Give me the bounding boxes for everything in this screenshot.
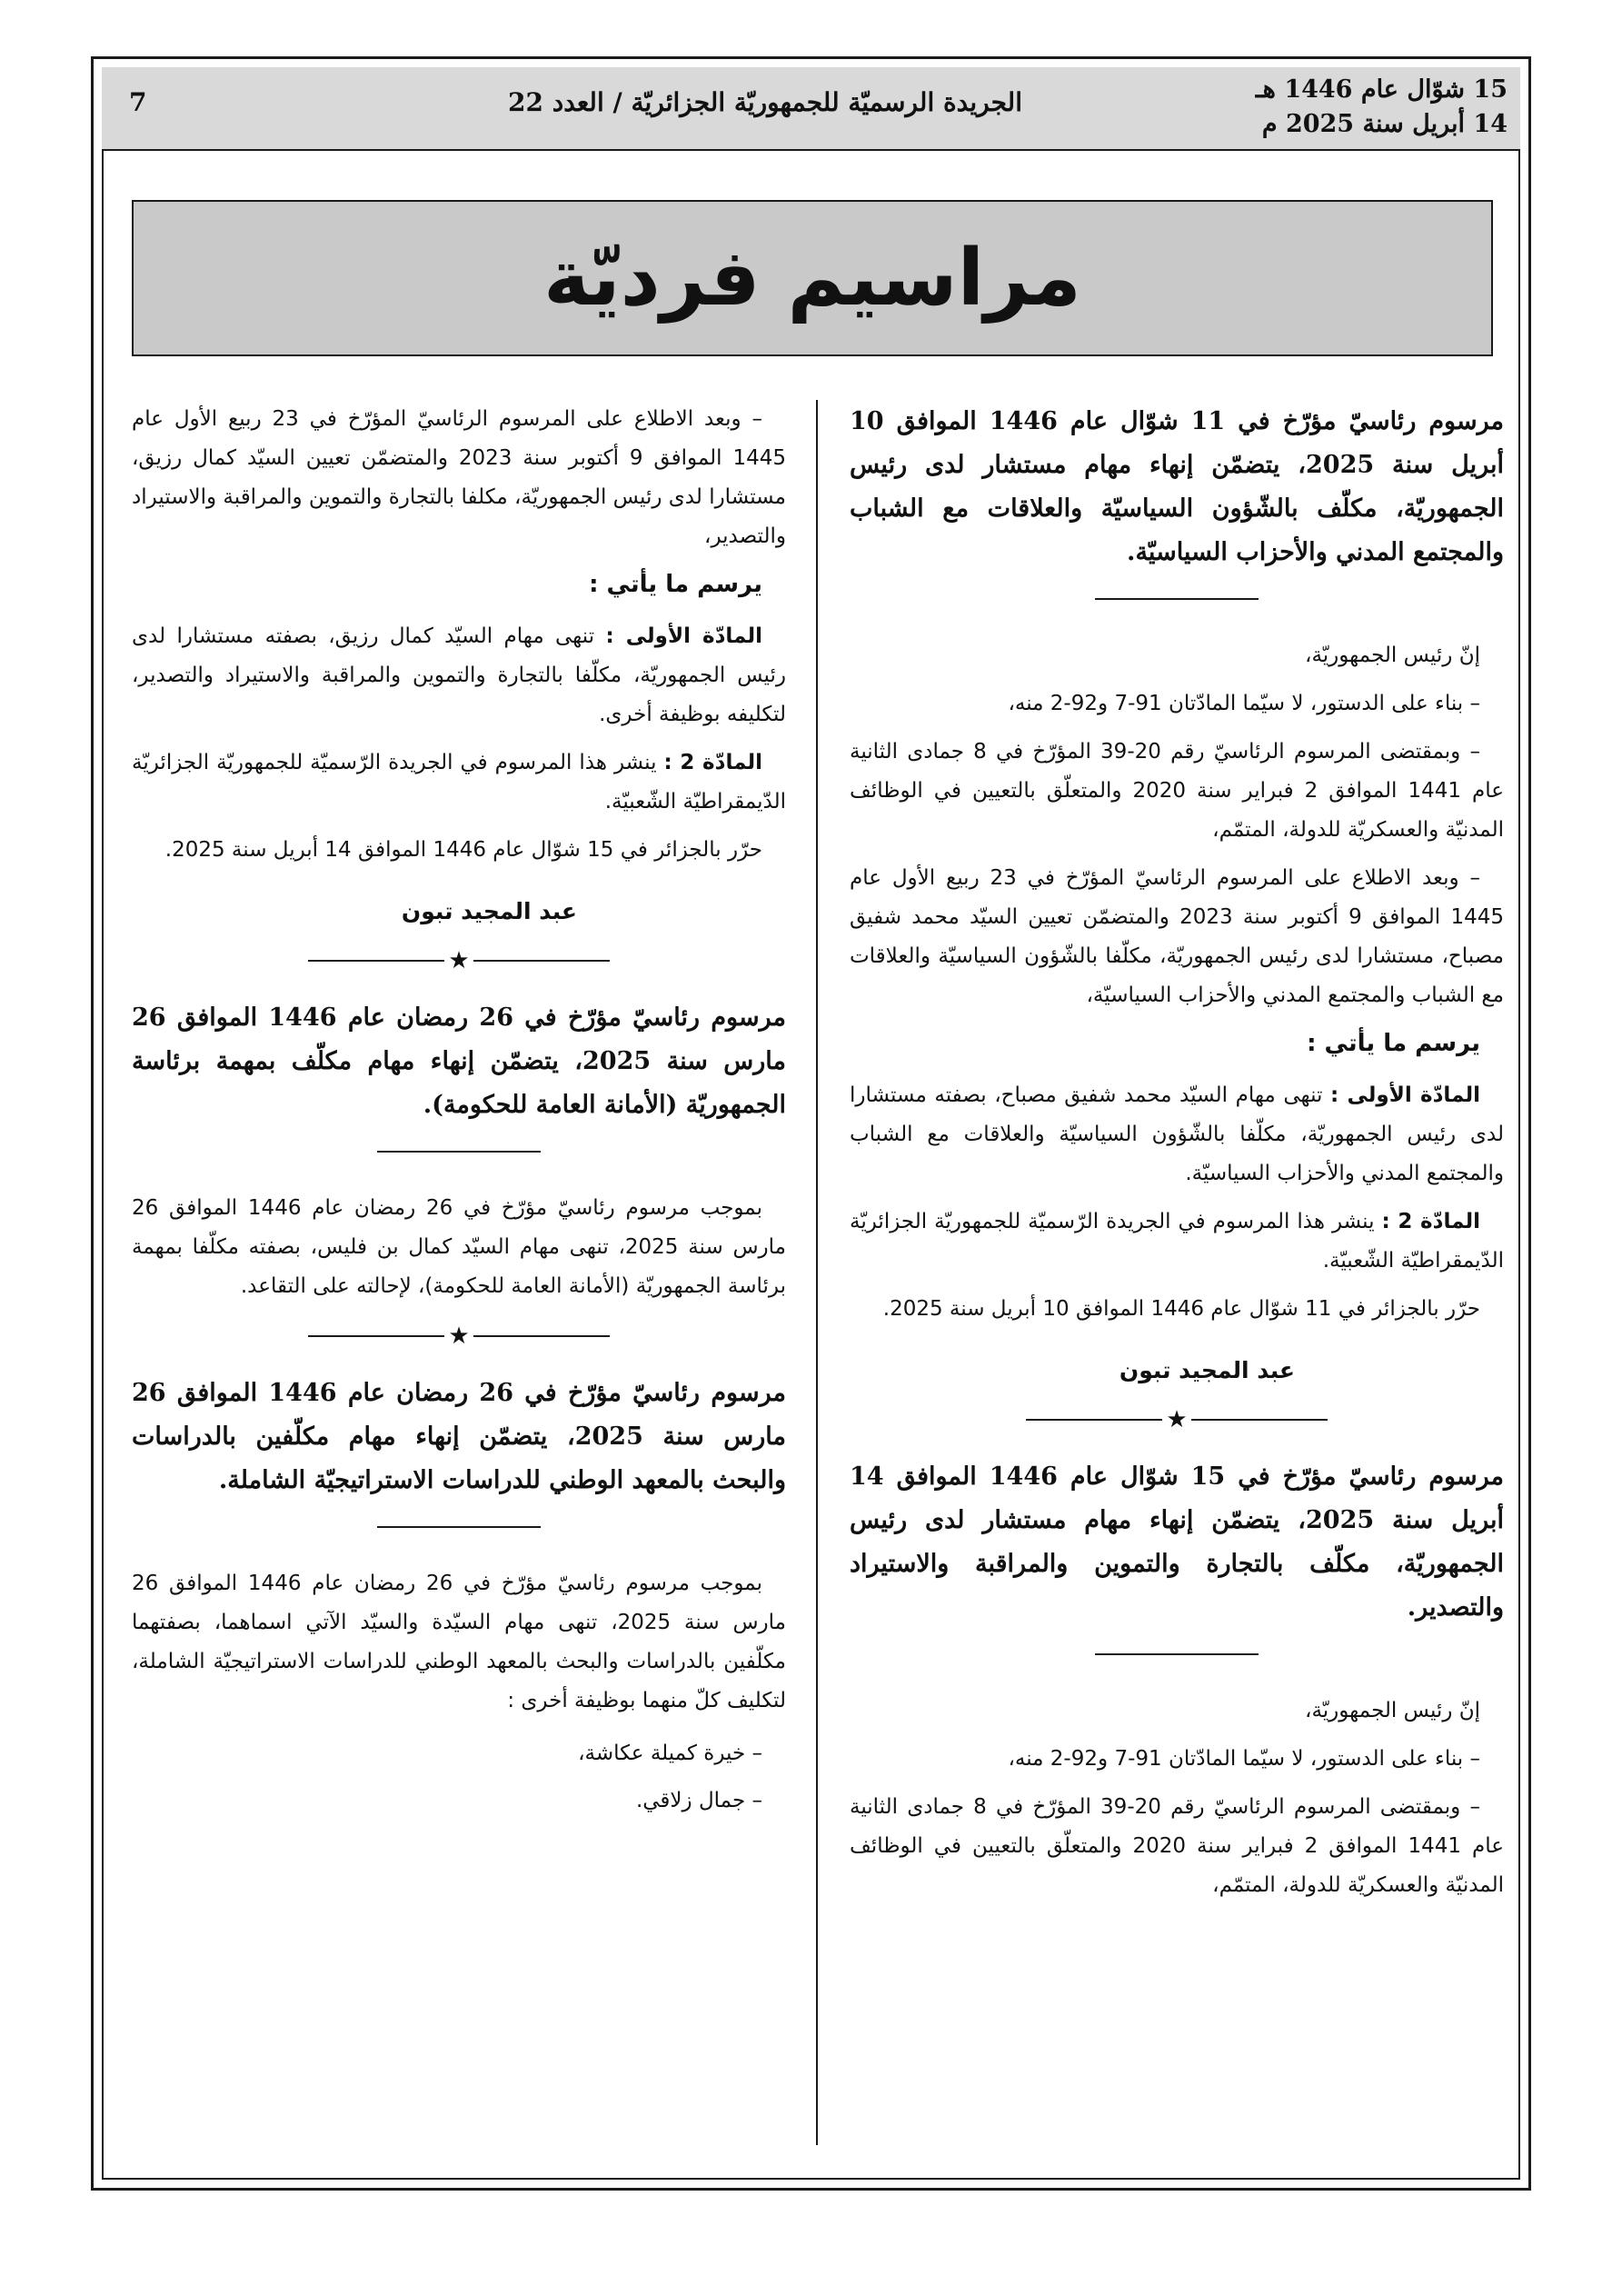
star-icon: ★ [1166,1406,1188,1433]
decree-intro: إنّ رئيس الجمهوريّة، [1305,1699,1480,1722]
running-header [102,67,1520,151]
left-column [132,400,786,1824]
separator-line [473,960,610,962]
header-dates [1256,73,1508,142]
separator-line [1191,1419,1328,1421]
star-separator [132,949,786,973]
article-1-body: تنهى مهام السيّد محمد شفيق مصباح، بصفته مستشارا لدى رئيس الجمهوريّة، مكلّفا بالشّؤون السياسيّة والعلاقات مع الشباب والمجتمع المدني والأحزاب السياسيّة. [850,1083,1504,1185]
title-rule [1095,598,1259,600]
signature: عبد المجيد تبون [1119,1357,1295,1383]
article-2-heading: المادّة 2 : [1381,1210,1481,1233]
header-gregorian-date: 14 أبريل سنة 2025 م [1261,110,1508,138]
list-item: – جمال زلاقي. [635,1789,762,1812]
separator-line [308,960,444,962]
decree-visa: – وبمقتضى المرسوم الرئاسيّ رقم 20-39 المؤرّخ في 8 جمادى الثانية عام 1441 الموافق 2 فبراير سنة 2020 والمتعلّق بالتعيين في الوظائف المدنيّة والعسكريّة للدولة، المتمّم، [850,740,1504,842]
journal-title: الجريدة الرسميّة للجمهوريّة الجزائريّة / العدد 22 [508,87,1022,117]
article-2-heading: المادّة 2 : [663,751,763,774]
article-1-heading: المادّة الأولى : [1330,1083,1480,1107]
decree-title: مرسوم رئاسيّ مؤرّخ في 15 شوّال عام 1446 الموافق 14 أبريل سنة 2025، يتضمّن إنهاء مهام مستشار لدى رئيس الجمهوريّة، مكلّف بالتجارة والتموين والمراقبة والاستيراد والتصدير. [850,1462,1504,1622]
decree-intro: إنّ رئيس الجمهوريّة، [1305,644,1480,667]
star-separator [850,1408,1504,1432]
signature: عبد المجيد تبون [401,898,577,924]
article-1-body: تنهى مهام السيّد كمال رزيق، بصفته مستشارا لدى رئيس الجمهوريّة، مكلّفا بالتجارة والتموين والمراقبة والاستيراد والتصدير، لتكليفه بوظيفة أخرى. [132,624,786,726]
header-hijri-date: 15 شوّال عام 1446 هـ [1255,75,1508,104]
title-rule [1095,1653,1259,1655]
decree-visa: – وبمقتضى المرسوم الرئاسيّ رقم 20-39 المؤرّخ في 8 جمادى الثانية عام 1441 الموافق 2 فبراير سنة 2020 والمتعلّق بالتعيين في الوظائف المدنيّة والعسكريّة للدولة، المتمّم، [850,1795,1504,1897]
article-2 [132,744,786,822]
column-divider [816,400,818,2145]
article-2-body: ينشر هذا المرسوم في الجريدة الرّسميّة للجمهوريّة الجزائريّة الدّيمقراطيّة الشّعبيّة. [132,751,786,814]
decree-title: مرسوم رئاسيّ مؤرّخ في 11 شوّال عام 1446 الموافق 10 أبريل سنة 2025، يتضمّن إنهاء مهام مستشار لدى رئيس الجمهوريّة، مكلّف بالشّؤون السياسيّة والعلاقات مع الشباب والمجتمع المدني والأحزاب السياسيّة. [850,407,1504,566]
decrees-heading: يرسم ما يأتي : [1307,1030,1480,1057]
done-at: حرّر بالجزائر في 11 شوّال عام 1446 الموافق 10 أبريل سنة 2025. [882,1297,1480,1321]
decree-visa: – وبعد الاطلاع على المرسوم الرئاسيّ المؤرّخ في 23 ربيع الأول عام 1445 الموافق 9 أكتوبر سنة 2023 والمتضمّن تعيين السيّد محمد شفيق مصباح، مستشارا لدى رئيس الجمهوريّة، مكلّفا بالشّؤون السياسيّة والعلاقات مع الشباب والمجتمع المدني والأحزاب السياسيّة، [850,866,1504,1007]
separator-line [308,1335,444,1337]
article-1 [850,1076,1504,1193]
article-2 [850,1203,1504,1281]
decree-visa: – وبعد الاطلاع على المرسوم الرئاسيّ المؤرّخ في 23 ربيع الأول عام 1445 الموافق 9 أكتوبر سنة 2023 والمتضمّن تعيين السيّد كمال رزيق، مستشارا لدى رئيس الجمهوريّة، مكلفا بالتجارة والتموين والمراقبة والاستيراد والتصدير، [132,407,786,548]
article-1 [132,617,786,734]
done-at: حرّر بالجزائر في 15 شوّال عام 1446 الموافق 14 أبريل سنة 2025. [164,838,762,862]
page-number: 7 [129,87,147,117]
list-item: – خيرة كميلة عكاشة، [578,1742,762,1765]
article-1-heading: المادّة الأولى : [605,624,762,648]
star-icon: ★ [448,1323,470,1350]
decree-body: بموجب مرسوم رئاسيّ مؤرّخ في 26 رمضان عام 1446 الموافق 26 مارس سنة 2025، تنهى مهام السيّد كمال بن فليس، بصفته مكلّفا بمهمة برئاسة الجمهوريّة (الأمانة العامة للحكومة)، لإحالته على التقاعد. [132,1196,786,1298]
separator-line [473,1335,610,1337]
separator-line [1026,1419,1162,1421]
decrees-heading: يرسم ما يأتي : [589,571,762,598]
right-column [850,400,1504,1914]
decree-body: بموجب مرسوم رئاسيّ مؤرّخ في 26 رمضان عام 1446 الموافق 26 مارس سنة 2025، تنهى مهام السيّدة والسيّد الآتي اسماهما، بصفتهما مكلّفين بالدراسات والبحث بالمعهد الوطني للدراسات الاستراتيجيّة الشاملة، لتكليف كلّ منهما بوظيفة أخرى : [132,1572,786,1712]
section-title-box [132,200,1493,356]
decree-title: مرسوم رئاسيّ مؤرّخ في 26 رمضان عام 1446 الموافق 26 مارس سنة 2025، يتضمّن إنهاء مهام مكلّف بمهمة برئاسة الجمهوريّة (الأمانة العامة للحكومة). [132,1003,786,1119]
star-icon: ★ [448,947,470,974]
decree-visa: – بناء على الدستور، لا سيّما المادّتان 91-7 و92-2 منه، [1008,1747,1480,1771]
article-2-body: ينشر هذا المرسوم في الجريدة الرّسميّة للجمهوريّة الجزائريّة الدّيمقراطيّة الشّعبيّة. [850,1210,1504,1273]
title-rule [377,1526,541,1528]
names-list [132,1730,786,1824]
decree-visa: – بناء على الدستور، لا سيّما المادّتان 91-7 و92-2 منه، [1008,692,1480,715]
decree-title: مرسوم رئاسيّ مؤرّخ في 26 رمضان عام 1446 الموافق 26 مارس سنة 2025، يتضمّن إنهاء مهام مكلّفين بالدراسات والبحث بالمعهد الوطني للدراسات الاستراتيجيّة الشاملة. [132,1379,786,1494]
title-rule [377,1151,541,1153]
section-title: مراسيم فرديّة [543,233,1081,324]
star-separator [132,1324,786,1348]
